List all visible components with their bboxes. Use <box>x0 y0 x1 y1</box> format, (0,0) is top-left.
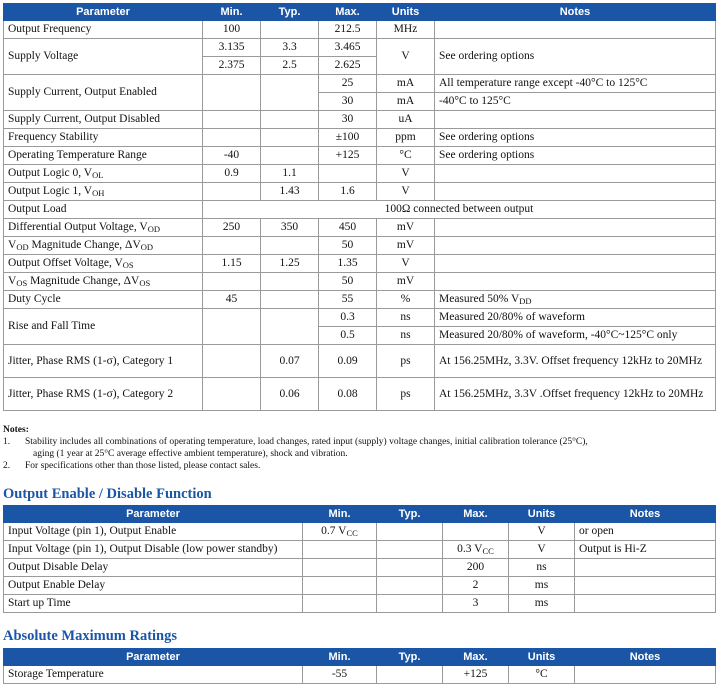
param-cell: Output Enable Delay <box>4 577 303 595</box>
min-cell: 1.15 <box>203 255 261 273</box>
param-subscript: OS <box>139 278 151 288</box>
param-text: Magnitude Change, ΔV <box>27 275 140 287</box>
min-subscript: CC <box>346 528 358 538</box>
max-cell: 0.09 <box>319 345 377 378</box>
note-cell: Measured 20/80% of waveform <box>435 309 716 327</box>
table-row <box>4 21 716 39</box>
note-cell: Measured 20/80% of waveform, -40°C~125°C only <box>435 327 716 345</box>
max-cell: 0.08 <box>319 378 377 411</box>
param-cell: Start up Time <box>4 595 303 613</box>
table-row <box>4 378 716 411</box>
note-cell <box>575 559 716 577</box>
notes-block <box>3 424 715 472</box>
table-row <box>4 666 716 684</box>
col-header-parameter: Parameter <box>4 4 203 21</box>
param-cell <box>4 165 203 183</box>
min-text: 0.7 V <box>321 525 347 537</box>
col-header-parameter: Parameter <box>4 506 303 523</box>
note-cell <box>575 595 716 613</box>
typ-cell: 0.06 <box>261 378 319 411</box>
max-cell: 212.5 <box>319 21 377 39</box>
max-cell: 0.5 <box>319 327 377 345</box>
table-row <box>4 291 716 309</box>
typ-cell: 3.3 <box>261 39 319 57</box>
max-cell: 200 <box>443 559 509 577</box>
max-cell: 2.625 <box>319 57 377 75</box>
param-text: Differential Output Voltage, V <box>8 221 148 233</box>
typ-cell <box>261 291 319 309</box>
param-prefix: V <box>8 275 17 287</box>
col-header-units: Units <box>509 649 575 666</box>
param-cell <box>4 219 203 237</box>
typ-cell: 2.5 <box>261 57 319 75</box>
table-row <box>4 523 716 541</box>
note-cell: or open <box>575 523 716 541</box>
amr-header-row <box>4 649 716 666</box>
table-row <box>4 345 716 378</box>
note-cell <box>435 255 716 273</box>
typ-cell <box>261 21 319 39</box>
spec-header-row <box>4 4 716 21</box>
min-cell: 45 <box>203 291 261 309</box>
param-cell: Output Load <box>4 201 203 219</box>
col-header-notes: Notes <box>575 506 716 523</box>
param-cell: Input Voltage (pin 1), Output Disable (low power standby) <box>4 541 303 559</box>
section-title-absolute-max: Absolute Maximum Ratings <box>3 628 178 644</box>
max-text: 0.3 V <box>457 543 483 555</box>
param-subscript: OS <box>122 260 134 270</box>
col-header-min: Min. <box>303 649 377 666</box>
min-cell <box>203 183 261 201</box>
note-cell <box>575 666 716 684</box>
typ-cell: 350 <box>261 219 319 237</box>
max-cell: 1.35 <box>319 255 377 273</box>
typ-cell: 1.25 <box>261 255 319 273</box>
table-row <box>4 255 716 273</box>
notes-title: Notes: <box>3 425 29 435</box>
param-subscript: OD <box>16 242 29 252</box>
param-cell <box>4 237 203 255</box>
spec-table <box>3 3 716 411</box>
unit-cell: mV <box>377 273 435 291</box>
typ-cell <box>377 595 443 613</box>
param-cell: Output Disable Delay <box>4 559 303 577</box>
min-cell: 3.135 <box>203 39 261 57</box>
unit-cell: V <box>377 183 435 201</box>
section-title-output-enable: Output Enable / Disable Function <box>3 486 212 502</box>
min-cell <box>303 541 377 559</box>
typ-cell <box>261 309 319 345</box>
note-item <box>3 460 715 472</box>
note-cell <box>435 237 716 255</box>
param-subscript: OH <box>92 188 105 198</box>
span-cell: 100Ω connected between output <box>203 201 716 219</box>
col-header-typ: Typ. <box>377 649 443 666</box>
min-cell: 0.9 <box>203 165 261 183</box>
note-number: 1. <box>3 437 11 447</box>
param-cell: Rise and Fall Time <box>4 309 203 345</box>
min-cell: -40 <box>203 147 261 165</box>
min-cell <box>203 75 261 111</box>
param-cell <box>4 273 203 291</box>
note-cell: At 156.25MHz, 3.3V .Offset frequency 12kHz to 20MHz <box>435 378 716 411</box>
max-cell: ±100 <box>319 129 377 147</box>
max-cell: 50 <box>319 237 377 255</box>
param-cell: Supply Current, Output Enabled <box>4 75 203 111</box>
max-subscript: CC <box>482 546 494 556</box>
unit-cell: mV <box>377 219 435 237</box>
typ-cell: 1.1 <box>261 165 319 183</box>
unit-cell: V <box>509 523 575 541</box>
min-cell <box>203 378 261 411</box>
unit-cell: V <box>377 165 435 183</box>
unit-cell: ms <box>509 577 575 595</box>
table-row <box>4 201 716 219</box>
table-row <box>4 75 716 93</box>
table-row <box>4 129 716 147</box>
param-cell: Storage Temperature <box>4 666 303 684</box>
param-cell: Output Frequency <box>4 21 203 39</box>
param-cell: Jitter, Phase RMS (1-σ), Category 2 <box>4 378 203 411</box>
max-cell: +125 <box>443 666 509 684</box>
min-cell: 250 <box>203 219 261 237</box>
note-cell <box>435 165 716 183</box>
col-header-typ: Typ. <box>261 4 319 21</box>
col-header-max: Max. <box>319 4 377 21</box>
note-cell: See ordering options <box>435 39 716 75</box>
table-row <box>4 111 716 129</box>
param-subscript: OD <box>147 224 160 234</box>
note-subscript: DD <box>519 296 532 306</box>
col-header-typ: Typ. <box>377 506 443 523</box>
note-cell <box>435 219 716 237</box>
max-cell: 450 <box>319 219 377 237</box>
note-cell <box>435 111 716 129</box>
table-row <box>4 595 716 613</box>
max-cell: 30 <box>319 93 377 111</box>
table-row <box>4 309 716 327</box>
max-cell: 55 <box>319 291 377 309</box>
col-header-min: Min. <box>203 4 261 21</box>
typ-cell: 1.43 <box>261 183 319 201</box>
unit-cell: ppm <box>377 129 435 147</box>
typ-cell <box>377 541 443 559</box>
max-cell: 3 <box>443 595 509 613</box>
note-text: For specifications other than those listed, please contact sales. <box>25 461 261 471</box>
typ-cell <box>261 237 319 255</box>
param-prefix: V <box>8 239 17 251</box>
note-text: Stability includes all combinations of operating temperature, load changes, rated input (supply) voltage changes, initial calibration tolerance (25°C), <box>25 437 588 447</box>
min-cell <box>303 559 377 577</box>
max-cell: 30 <box>319 111 377 129</box>
param-text: Output Logic 0, V <box>8 167 93 179</box>
param-subscript: OS <box>16 278 28 288</box>
table-row <box>4 39 716 57</box>
note-text: Measured 50% V <box>439 293 520 305</box>
absolute-max-table <box>3 648 716 684</box>
col-header-parameter: Parameter <box>4 649 303 666</box>
param-cell: Jitter, Phase RMS (1-σ), Category 1 <box>4 345 203 378</box>
param-cell: Input Voltage (pin 1), Output Enable <box>4 523 303 541</box>
typ-cell <box>261 129 319 147</box>
min-cell <box>203 345 261 378</box>
col-header-units: Units <box>377 4 435 21</box>
param-text: Output Logic 1, V <box>8 185 93 197</box>
note-cell <box>435 273 716 291</box>
col-header-notes: Notes <box>575 649 716 666</box>
note-item <box>3 436 715 460</box>
param-cell <box>4 183 203 201</box>
oe-header-row <box>4 506 716 523</box>
max-cell <box>443 541 509 559</box>
unit-cell: °C <box>377 147 435 165</box>
max-cell: 50 <box>319 273 377 291</box>
unit-cell: % <box>377 291 435 309</box>
table-row <box>4 541 716 559</box>
max-cell: 0.3 <box>319 309 377 327</box>
note-cell: All temperature range except -40°C to 125°C <box>435 75 716 93</box>
param-cell <box>4 255 203 273</box>
param-subscript: OL <box>92 170 104 180</box>
unit-cell: MHz <box>377 21 435 39</box>
note-cell: Output is Hi-Z <box>575 541 716 559</box>
col-header-max: Max. <box>443 649 509 666</box>
table-row <box>4 577 716 595</box>
col-header-max: Max. <box>443 506 509 523</box>
col-header-min: Min. <box>303 506 377 523</box>
param-cell: Frequency Stability <box>4 129 203 147</box>
param-cell: Operating Temperature Range <box>4 147 203 165</box>
max-cell: 1.6 <box>319 183 377 201</box>
typ-cell <box>261 147 319 165</box>
min-cell: -55 <box>303 666 377 684</box>
unit-cell: mA <box>377 93 435 111</box>
typ-cell <box>261 111 319 129</box>
min-cell <box>203 273 261 291</box>
note-cell <box>435 291 716 309</box>
typ-cell <box>261 273 319 291</box>
note-cell: See ordering options <box>435 147 716 165</box>
table-row <box>4 273 716 291</box>
note-number: 2. <box>3 461 11 471</box>
col-header-notes: Notes <box>435 4 716 21</box>
param-subscript: OD <box>140 242 154 252</box>
max-cell <box>319 165 377 183</box>
output-enable-table <box>3 505 716 613</box>
note-cell <box>435 21 716 39</box>
max-cell: 25 <box>319 75 377 93</box>
unit-cell: V <box>377 255 435 273</box>
table-row <box>4 559 716 577</box>
min-cell <box>203 111 261 129</box>
table-row <box>4 219 716 237</box>
min-cell <box>303 577 377 595</box>
param-text: Output Offset Voltage, V <box>8 257 123 269</box>
param-cell: Supply Voltage <box>4 39 203 75</box>
note-cell: At 156.25MHz, 3.3V. Offset frequency 12kHz to 20MHz <box>435 345 716 378</box>
unit-cell: mA <box>377 75 435 93</box>
min-cell <box>203 237 261 255</box>
min-cell: 100 <box>203 21 261 39</box>
min-cell <box>203 309 261 345</box>
note-text-continued: aging (1 year at 25°C average effective ambient temperature), shock and vibration. <box>33 449 348 459</box>
param-cell: Supply Current, Output Disabled <box>4 111 203 129</box>
unit-cell: ms <box>509 595 575 613</box>
note-cell <box>435 183 716 201</box>
param-text: Magnitude Change, ΔV <box>28 239 141 251</box>
typ-cell <box>377 577 443 595</box>
table-row <box>4 147 716 165</box>
min-cell <box>203 129 261 147</box>
min-cell <box>303 523 377 541</box>
table-row <box>4 237 716 255</box>
unit-cell: uA <box>377 111 435 129</box>
typ-cell <box>377 666 443 684</box>
col-header-units: Units <box>509 506 575 523</box>
note-cell <box>575 577 716 595</box>
typ-cell: 0.07 <box>261 345 319 378</box>
note-cell: See ordering options <box>435 129 716 147</box>
typ-cell <box>261 75 319 111</box>
param-cell: Duty Cycle <box>4 291 203 309</box>
note-cell: -40°C to 125°C <box>435 93 716 111</box>
max-cell: +125 <box>319 147 377 165</box>
min-cell <box>303 595 377 613</box>
max-cell: 3.465 <box>319 39 377 57</box>
table-row <box>4 165 716 183</box>
unit-cell: mV <box>377 237 435 255</box>
unit-cell: V <box>377 39 435 75</box>
max-cell <box>443 523 509 541</box>
table-row <box>4 183 716 201</box>
unit-cell: ps <box>377 345 435 378</box>
max-cell: 2 <box>443 577 509 595</box>
typ-cell <box>377 523 443 541</box>
typ-cell <box>377 559 443 577</box>
unit-cell: ps <box>377 378 435 411</box>
unit-cell: ns <box>509 559 575 577</box>
unit-cell: ns <box>377 309 435 327</box>
unit-cell: ns <box>377 327 435 345</box>
min-cell: 2.375 <box>203 57 261 75</box>
unit-cell: °C <box>509 666 575 684</box>
unit-cell: V <box>509 541 575 559</box>
